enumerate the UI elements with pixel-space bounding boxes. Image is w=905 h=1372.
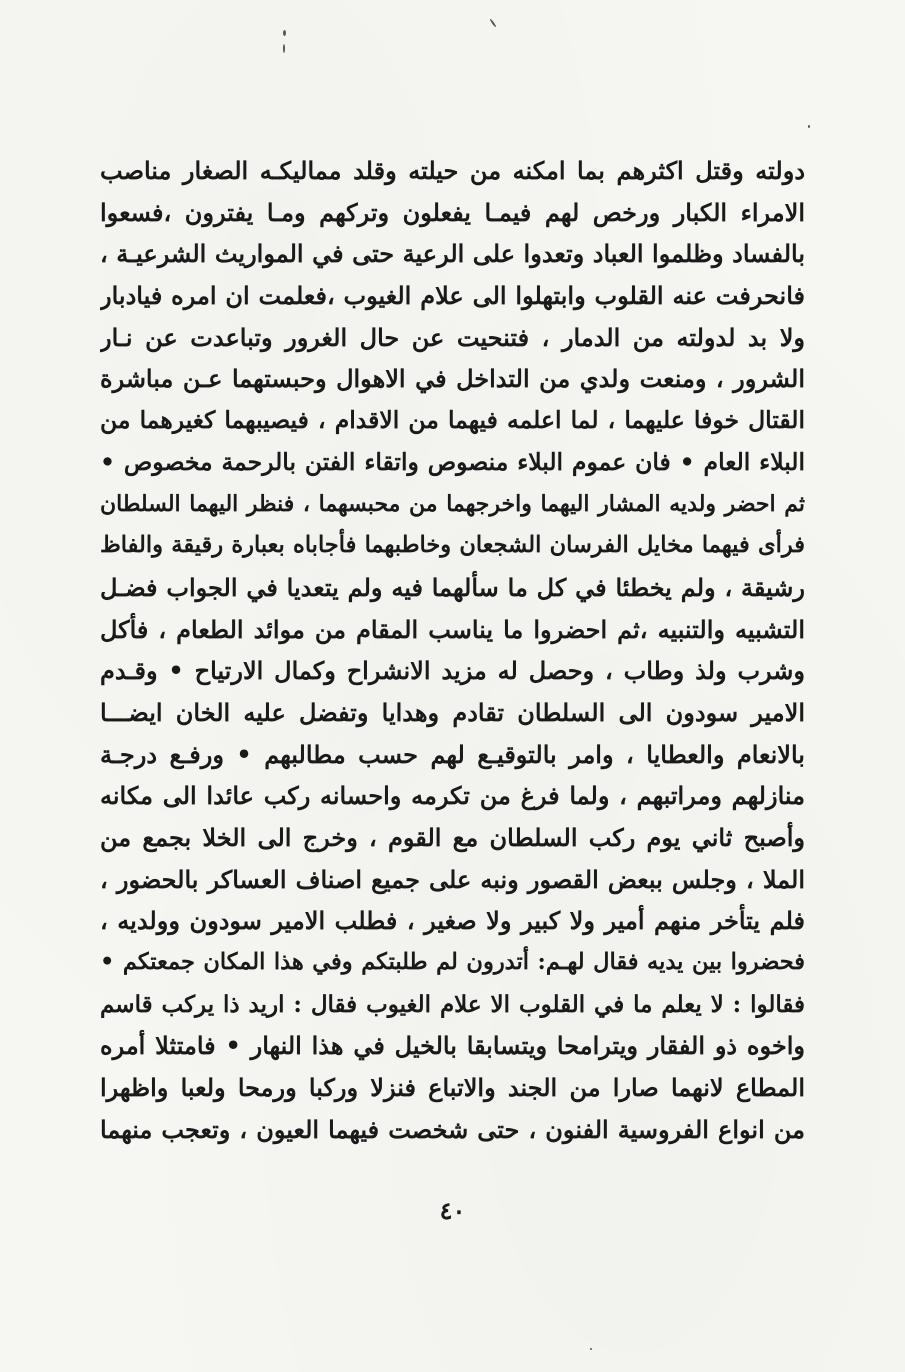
text-line: البلاء العام • فان عموم البلاء منصوص واتقاء الفتن بالرحمة مخصوص • [100, 447, 805, 476]
text-line: بالانعام والعطايا ، وامر بالتوقيـع لهم حسب مطالبهم • ورفـع درجـة [100, 739, 805, 769]
text-line: الامير سودون الى السلطان تقادم وهدايا وتفضل عليه الخان ايضـــا [100, 697, 805, 727]
text-line: الملا ، وجلس ببعض القصور ونبه على جميع اصناف العساكر بالحضور ، [100, 864, 805, 894]
ink-speck [283, 44, 285, 53]
text-line: فرأى فيهما مخايل الفرسان الشجعان وخاطبهما فأجاباه بعبارة رقيقة والفاظ [100, 532, 805, 559]
text-line: القتال خوفا عليهما ، لما اعلمه فيهما من الاقدام ، فيصيبهما كغيرهما من [100, 406, 805, 435]
text-line: المطاع لانهما صارا من الجند والاتباع فنزلا وركبا ورمحا ولعبا واظهرا [100, 1073, 805, 1103]
text-line: من انواع الفروسية الفنون ، حتى شخصت فيهما العيون ، وتعجب منهما [100, 1114, 805, 1144]
text-line: منازلهم ومراتبهم ، ولما فرغ من تكرمه واحسانه ركب عائدا الى مكانه [100, 781, 805, 811]
text-line: وأصبح ثاني يوم ركب السلطان مع القوم ، وخرج الى الخلا بجمع من [100, 823, 805, 852]
text-line: الامراء الكبار ورخص لهم فيمـا يفعلون وتركهم ومـا يفترون ،فسعوا [100, 197, 805, 227]
ink-speck [808, 125, 810, 128]
text-line: فحضروا بين يديه فقال لهـم: أتدرون لم طلبتكم وفي هذا المكان جمعتكم • [100, 949, 805, 976]
text-line: فقالوا : لا يعلم ما في القلوب الا علام الغيوب فقال : اريد ذا يركب قاسم [100, 990, 805, 1018]
text-line: فلم يتأخر منهم أمير ولا كبير ولا صغير ، فطلب الامير سودون وولديه ، [100, 906, 805, 936]
text-line: بالفساد وظلموا العباد وتعدوا على الرعية حتى في المواريث الشرعيـة ، [100, 239, 805, 269]
text-line: وشرب ولذ وطاب ، وحصل له مزيد الانشراح وكمال الارتياح • وقـدم [100, 656, 805, 686]
text-line: رشيقة ، ولم يخطئا في كل ما سألهما فيه ولم يتعديا في الجواب فضـل [100, 572, 805, 602]
ink-speck [590, 1348, 592, 1350]
text-line: الشرور ، ومنعت ولدي من التداخل في الاهوال وحبستهما عـن مباشرة [100, 364, 805, 394]
text-line: فانحرفت عنه القلوب وابتهلوا الى علام الغيوب ،فعلمت ان امره فيادبار [100, 281, 805, 311]
body-text [100, 150, 805, 1151]
ink-speck [489, 18, 496, 27]
page-number: ٤٠ [439, 1196, 466, 1225]
text-line: ثم احضر ولديه المشار اليهما واخرجهما من محبسهما ، فنظر اليهما السلطان [100, 490, 805, 517]
text-line: دولته وقتل اكثرهم بما امكنه من حيلته وقلد مماليكـه الصغار مناصب [100, 156, 805, 185]
text-line: ولا بد لدولته من الدمار ، فتنحيت عن حال الغرور وتباعدت عن نـار [100, 322, 805, 352]
ink-speck [283, 30, 286, 36]
text-line: واخوه ذو الفقار ويترامحا ويتسابقا بالخيل في هذا النهار • فامتثلا أمره [100, 1031, 805, 1061]
text-line: التشبيه والتنبيه ،ثم احضروا ما يناسب المقام من موائد الطعام ، فأكل [100, 614, 805, 644]
